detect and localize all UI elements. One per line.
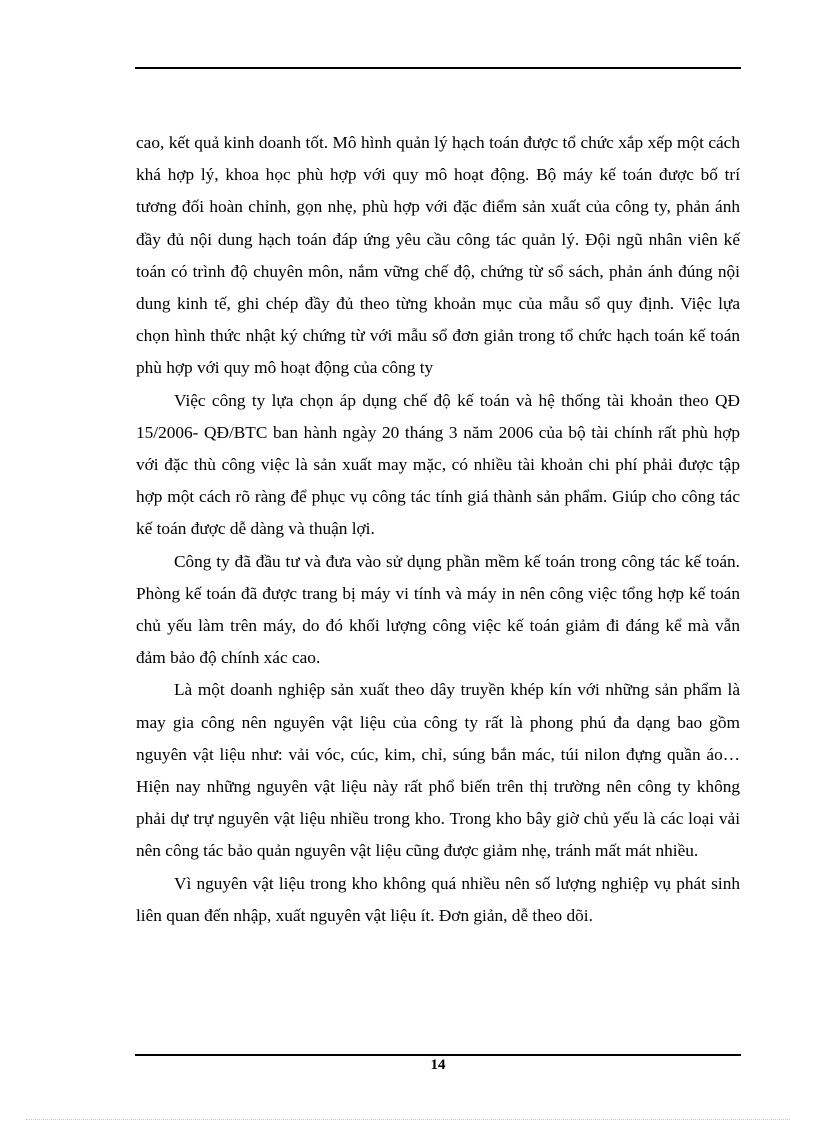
paragraph-2: Việc công ty lựa chọn áp dụng chế độ kế toán và hệ thống tài khoản theo QĐ 15/2006- QĐ/BTC ban hành ngày 20 tháng 3 năm 2006 của bộ tài chính rất phù hợp với đặc thù công việc là sản xuất may mặc, có nhiều tài khoản chi phí phải được tập hợp một cách rõ ràng để phục vụ công tác tính giá thành sản phẩm. Giúp cho công tác kế toán được dễ dàng và thuận lợi. <box>136 390 740 539</box>
page-number: 14 <box>430 1057 446 1073</box>
paragraph-5: Vì nguyên vật liệu trong kho không quá nhiều nên số lượng nghiệp vụ phát sinh liên quan đến nhập, xuất nguyên vật liệu ít. Đơn giản, dễ theo dõi. <box>136 873 740 925</box>
header-rule <box>135 67 741 69</box>
paragraph-3: Công ty đã đầu tư và đưa vào sử dụng phần mềm kế toán trong công tác kế toán. Phòng kế toán đã được trang bị máy vi tính và máy in nên công việc tổng hợp kế toán chủ yếu làm trên máy, do đó khối lượng công việc kế toán giảm đi đáng kể mà vẫn đảm bảo độ chính xác cao. <box>136 551 740 668</box>
paragraph-4: Là một doanh nghiệp sản xuất theo dây truyền khép kín với những sản phẩm là may gia công nên nguyên vật liệu của công ty rất là phong phú đa dạng bao gồm nguyên vật liệu như: vải vóc, cúc, kim, chỉ, súng bắn mác, túi nilon đựng quần áo… Hiện nay những nguyên vật liệu này rất phổ biến trên thị trường nên công ty không phải dự trự nguyên vật liệu nhiều trong kho. Trong kho bây giờ chủ yếu là các loại vải nên công tác bảo quản nguyên vật liệu cũng được giảm nhẹ, tránh mất mát nhiều. <box>136 680 740 861</box>
page-edge-divider <box>26 1119 790 1120</box>
body-text <box>136 127 740 932</box>
paragraph-1: cao, kết quả kinh doanh tốt. Mô hình quản lý hạch toán được tổ chức xắp xếp một cách khá hợp lý, khoa học phù hợp với quy mô hoạt động. Bộ máy kế toán được bố trí tương đối hoàn chỉnh, gọn nhẹ, phù hợp với đặc điểm sản xuất của công ty, phản ánh đầy đủ nội dung hạch toán đáp ứng yêu cầu công tác quản lý. Đội ngũ nhân viên kế toán có trình độ chuyên môn, nắm vững chế độ, chứng từ sổ sách, phản ánh đúng nội dung kinh tế, ghi chép đầy đủ theo từng khoản mục của mẫu sổ quy định. Việc lựa chọn hình thức nhật ký chứng từ với mẫu sổ đơn giản trong tổ chức hạch toán kế toán phù hợp với quy mô hoạt động của công ty <box>136 133 740 378</box>
